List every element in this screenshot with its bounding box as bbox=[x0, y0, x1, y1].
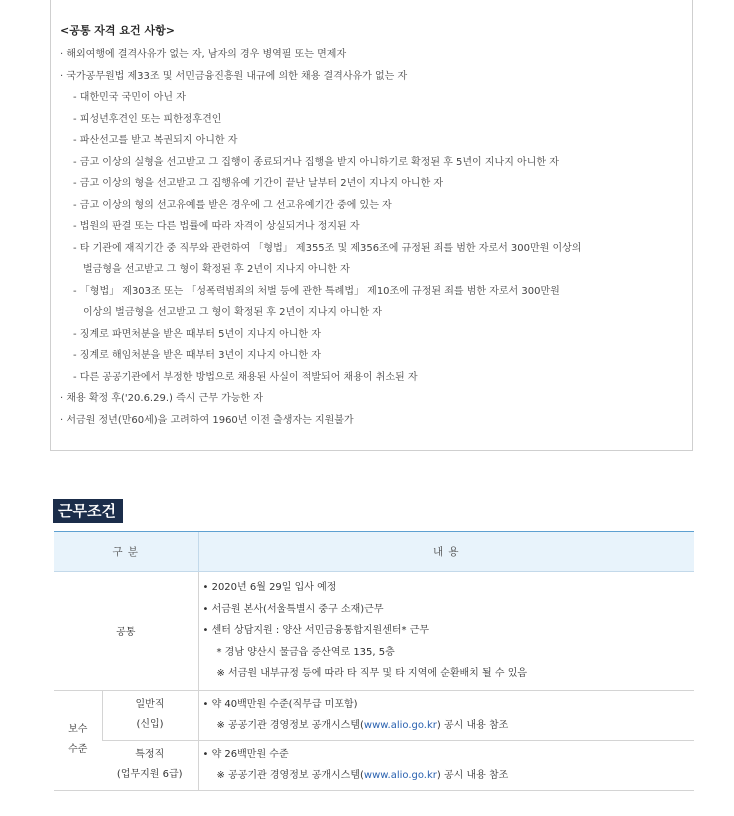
category-pay bbox=[54, 690, 102, 790]
requirement-subitem-continued: 벌금형을 선고받고 그 형이 확정된 후 2년이 지나지 아니한 자 bbox=[83, 264, 350, 275]
requirement-subitem: - 금고 이상의 실형을 선고받고 그 집행이 종료되거나 집행을 받지 아니하기로 확정된 후 5년이 지나지 아니한 자 bbox=[73, 156, 559, 168]
pay-label-line: 수준 bbox=[68, 744, 88, 755]
requirement-subitem: - 다른 공공기관에서 부정한 방법으로 채용된 사실이 적발되어 채용이 취소된 자 bbox=[73, 371, 418, 383]
special-pay-content bbox=[198, 740, 694, 790]
subcategory-special bbox=[102, 740, 198, 790]
subcategory-sublabel: (신입) bbox=[136, 719, 164, 730]
requirement-subitem: - 법원의 판결 또는 다른 법률에 따라 자격이 상실되거나 정지된 자 bbox=[73, 221, 360, 232]
requirements-list bbox=[60, 44, 690, 431]
content-line: • 서금원 본사(서울특별시 중구 소재)근무 bbox=[202, 603, 384, 615]
table-row-pay-general bbox=[54, 690, 694, 740]
common-content-cell bbox=[198, 572, 694, 691]
requirement-item: · 채용 확정 후('20.6.29.) 즉시 근무 가능한 자 bbox=[60, 393, 263, 404]
content-line: • 2020년 6월 29일 입사 예정 bbox=[202, 582, 337, 593]
content-line: • 센터 상담지원 : 양산 서민금융통합지원센터* 근무 bbox=[202, 625, 430, 636]
subcategory-sublabel: (업무지원 6급) bbox=[116, 769, 183, 780]
requirement-subitem: - 징계로 해임처분을 받은 때부터 3년이 지나지 아니한 자 bbox=[73, 350, 321, 361]
requirement-subitem: - 대한민국 국민이 아닌 자 bbox=[73, 92, 186, 103]
requirement-item: · 서금원 정년(만60세)을 고려하여 1960년 이전 출생자는 지원불가 bbox=[60, 414, 354, 426]
requirement-subitem: - 타 기관에 재직기간 중 직무와 관련하여 「형법」 제355조 및 제356조에 규정된 죄를 범한 자로서 300만원 이상의 bbox=[73, 242, 582, 254]
table-row-pay-special bbox=[54, 740, 694, 790]
pay-label-line: 보수 bbox=[68, 724, 88, 735]
general-pay-content bbox=[198, 690, 694, 740]
requirement-subitem: - 파산선고를 받고 복권되지 아니한 자 bbox=[73, 135, 238, 146]
note-text: ) 공시 내용 참조 bbox=[436, 770, 509, 781]
category-common: 공통 bbox=[54, 572, 198, 691]
content-note: ※ 서금원 내부규정 등에 따라 타 직무 및 타 지역에 순환배치 될 수 있음 bbox=[216, 668, 528, 679]
content-note: * 경남 양산시 물금읍 증산역로 135, 5층 bbox=[216, 646, 395, 658]
alio-link[interactable]: www.alio.go.kr bbox=[363, 770, 437, 781]
requirements-title: <공통 자격 요건 사항> bbox=[60, 24, 175, 37]
subcategory-label: 일반직 bbox=[135, 699, 165, 710]
section-heading-work-conditions: 근무조건 bbox=[53, 499, 123, 523]
pay-amount: • 약 40백만원 수준(직무급 미포함) bbox=[202, 698, 358, 710]
requirement-subitem: - 금고 이상의 형을 선고받고 그 집행유예 기간이 끝난 날부터 2년이 지나지 아니한 자 bbox=[73, 178, 444, 189]
alio-link[interactable]: www.alio.go.kr bbox=[363, 720, 437, 731]
work-conditions-table bbox=[54, 531, 694, 791]
subcategory-general bbox=[102, 690, 198, 740]
column-header-content: 내 용 bbox=[198, 532, 694, 572]
requirement-item: · 국가공무원법 제33조 및 서민금융진흥원 내규에 의한 채용 결격사유가 없는 자 bbox=[60, 70, 408, 82]
subcategory-label: 특정직 bbox=[135, 749, 165, 760]
note-text: ※ 공공기관 경영정보 공개시스템( bbox=[216, 720, 364, 731]
table-row-common bbox=[54, 572, 694, 691]
requirement-subitem: - 「형법」 제303조 또는 「성폭력범죄의 처벌 등에 관한 특례법」 제10조에 규정된 죄를 범한 자로서 300만원 bbox=[73, 285, 560, 297]
requirement-subitem: - 금고 이상의 형의 선고유예를 받은 경우에 그 선고유예기간 중에 있는 자 bbox=[73, 199, 392, 211]
note-text: ※ 공공기관 경영정보 공개시스템( bbox=[216, 770, 364, 781]
table-header-row bbox=[54, 532, 694, 572]
requirement-item: · 해외여행에 결격사유가 없는 자, 남자의 경우 병역필 또는 면제자 bbox=[60, 49, 347, 60]
pay-amount: • 약 26백만원 수준 bbox=[202, 748, 289, 760]
requirement-subitem-continued: 이상의 벌금형을 선고받고 그 형이 확정된 후 2년이 지나지 아니한 자 bbox=[83, 307, 382, 318]
requirement-subitem: - 징계로 파면처분을 받은 때부터 5년이 지나지 아니한 자 bbox=[73, 328, 321, 340]
requirement-subitem: - 피성년후견인 또는 피한정후견인 bbox=[73, 113, 222, 125]
pay-note bbox=[203, 765, 695, 787]
note-text: ) 공시 내용 참조 bbox=[436, 720, 509, 731]
column-header-category: 구 분 bbox=[54, 532, 198, 572]
pay-note bbox=[203, 715, 695, 737]
